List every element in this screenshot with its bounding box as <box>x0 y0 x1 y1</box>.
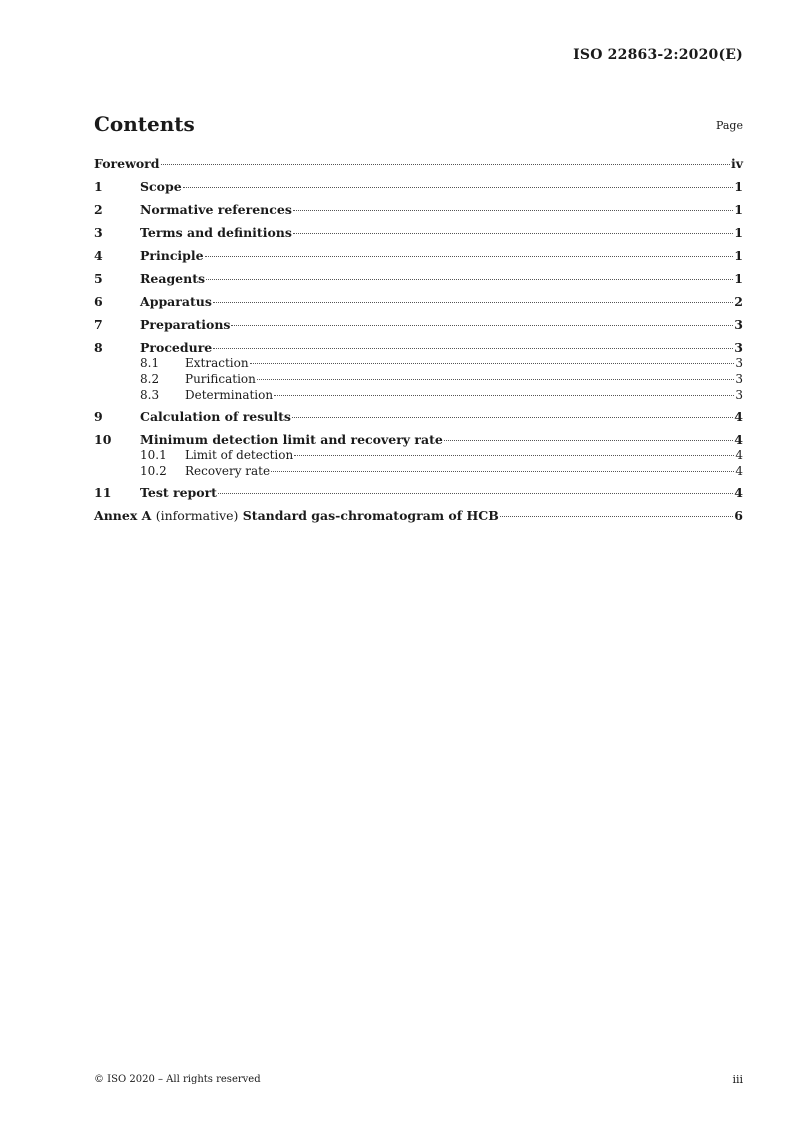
toc-entry-purification[interactable] <box>94 371 743 387</box>
toc-entry-reagents[interactable] <box>94 271 743 286</box>
toc-leader <box>500 516 733 517</box>
toc-entry-page: 4 <box>734 485 743 500</box>
toc-leader <box>294 455 734 456</box>
toc-entry-page: 4 <box>735 448 743 462</box>
toc-entry-number: 8.3 <box>140 388 160 402</box>
toc-entry-procedure[interactable] <box>94 340 743 355</box>
toc-entry-page: 2 <box>734 294 743 309</box>
toc-leader <box>292 417 733 418</box>
toc-entry-annex-a[interactable] <box>94 508 743 523</box>
toc-leader <box>250 363 735 364</box>
toc-entry-page: 1 <box>734 248 743 263</box>
toc-entry-title: Calculation of results <box>140 409 291 424</box>
toc-entry-number: 3 <box>94 225 103 240</box>
toc-entry-number: 8.1 <box>140 356 160 370</box>
toc-entry-page: 4 <box>734 409 743 424</box>
toc-entry-number: 8 <box>94 340 103 355</box>
toc-annex-title <box>94 508 499 523</box>
toc-entry-extraction[interactable] <box>94 355 743 371</box>
toc-entry-number: 7 <box>94 317 103 332</box>
toc-leader <box>271 471 734 472</box>
toc-entry-page: 1 <box>734 202 743 217</box>
toc-entry-title: Reagents <box>140 271 206 286</box>
footer-copyright: © ISO 2020 – All rights reserved <box>94 1074 261 1085</box>
toc-leader <box>206 279 733 280</box>
toc-entry-title: Limit of detection <box>185 448 294 462</box>
toc-leader <box>218 493 733 494</box>
toc-leader <box>231 325 733 326</box>
toc-entry-title: Apparatus <box>140 294 212 309</box>
toc-leader <box>205 256 734 257</box>
toc-entry-principle[interactable] <box>94 248 743 263</box>
contents-header <box>94 112 743 138</box>
toc-leader <box>274 395 734 396</box>
toc-entry-page: 1 <box>734 271 743 286</box>
table-of-contents <box>94 156 743 523</box>
toc-entry-calculation-of-results[interactable] <box>94 409 743 424</box>
toc-entry-scope[interactable] <box>94 179 743 194</box>
toc-entry-title: Principle <box>140 248 204 263</box>
toc-entry-page: 6 <box>734 508 743 523</box>
toc-entry-page: iv <box>730 156 743 171</box>
toc-leader <box>257 379 734 380</box>
annex-note: (informative) <box>155 508 239 523</box>
toc-entry-number: 5 <box>94 271 103 286</box>
toc-leader <box>444 440 733 441</box>
toc-entry-minimum-detection-limit[interactable] <box>94 432 743 447</box>
toc-entry-title: Normative references <box>140 202 292 217</box>
toc-entry-title: Purification <box>185 372 256 386</box>
toc-entry-title: Recovery rate <box>185 464 271 478</box>
toc-entry-preparations[interactable] <box>94 317 743 332</box>
toc-entry-number: 11 <box>94 485 112 500</box>
toc-entry-title: Test report <box>140 485 217 500</box>
toc-entry-number: 8.2 <box>140 372 160 386</box>
toc-leader <box>213 302 733 303</box>
toc-leader <box>183 187 734 188</box>
toc-entry-number: 1 <box>94 179 103 194</box>
toc-leader <box>161 164 730 165</box>
toc-entry-number: 6 <box>94 294 103 309</box>
toc-entry-title: Extraction <box>185 356 249 370</box>
toc-entry-number: 4 <box>94 248 103 263</box>
toc-entry-number: 9 <box>94 409 103 424</box>
toc-entry-page: 4 <box>735 464 743 478</box>
toc-leader <box>213 348 733 349</box>
toc-entry-title: Determination <box>185 388 274 402</box>
toc-entry-number: 2 <box>94 202 103 217</box>
toc-leader <box>293 210 733 211</box>
toc-leader <box>293 233 733 234</box>
toc-entry-title: Minimum detection limit and recovery rate <box>140 432 443 447</box>
toc-entry-page: 3 <box>735 356 743 370</box>
toc-entry-test-report[interactable] <box>94 485 743 500</box>
toc-entry-number: 10.2 <box>140 464 167 478</box>
toc-entry-page: 3 <box>734 317 743 332</box>
contents-title: Contents <box>94 112 195 136</box>
toc-entry-title: Scope <box>140 179 182 194</box>
document-id: ISO 22863-2:2020(E) <box>573 47 743 63</box>
toc-entry-foreword[interactable] <box>94 156 743 171</box>
toc-entry-terms-and-definitions[interactable] <box>94 225 743 240</box>
toc-entry-limit-of-detection[interactable] <box>94 447 743 463</box>
footer-page-number: iii <box>732 1073 743 1086</box>
toc-entry-page: 4 <box>734 432 743 447</box>
toc-entry-title: Foreword <box>94 156 160 171</box>
toc-entry-apparatus[interactable] <box>94 294 743 309</box>
toc-entry-page: 3 <box>735 388 743 402</box>
toc-entry-determination[interactable] <box>94 387 743 403</box>
toc-entry-title: Procedure <box>140 340 213 355</box>
toc-entry-number: 10 <box>94 432 112 447</box>
toc-entry-normative-references[interactable] <box>94 202 743 217</box>
toc-entry-page: 1 <box>734 179 743 194</box>
annex-title: Standard gas-chromatogram of HCB <box>242 508 499 523</box>
toc-entry-page: 1 <box>734 225 743 240</box>
toc-entry-recovery-rate[interactable] <box>94 463 743 479</box>
toc-entry-page: 3 <box>734 340 743 355</box>
toc-entry-number: 10.1 <box>140 448 167 462</box>
toc-entry-title: Preparations <box>140 317 231 332</box>
toc-entry-page: 3 <box>735 372 743 386</box>
page-column-label: Page <box>715 119 743 132</box>
toc-entry-title: Terms and definitions <box>140 225 292 240</box>
annex-prefix: Annex A <box>94 508 152 523</box>
